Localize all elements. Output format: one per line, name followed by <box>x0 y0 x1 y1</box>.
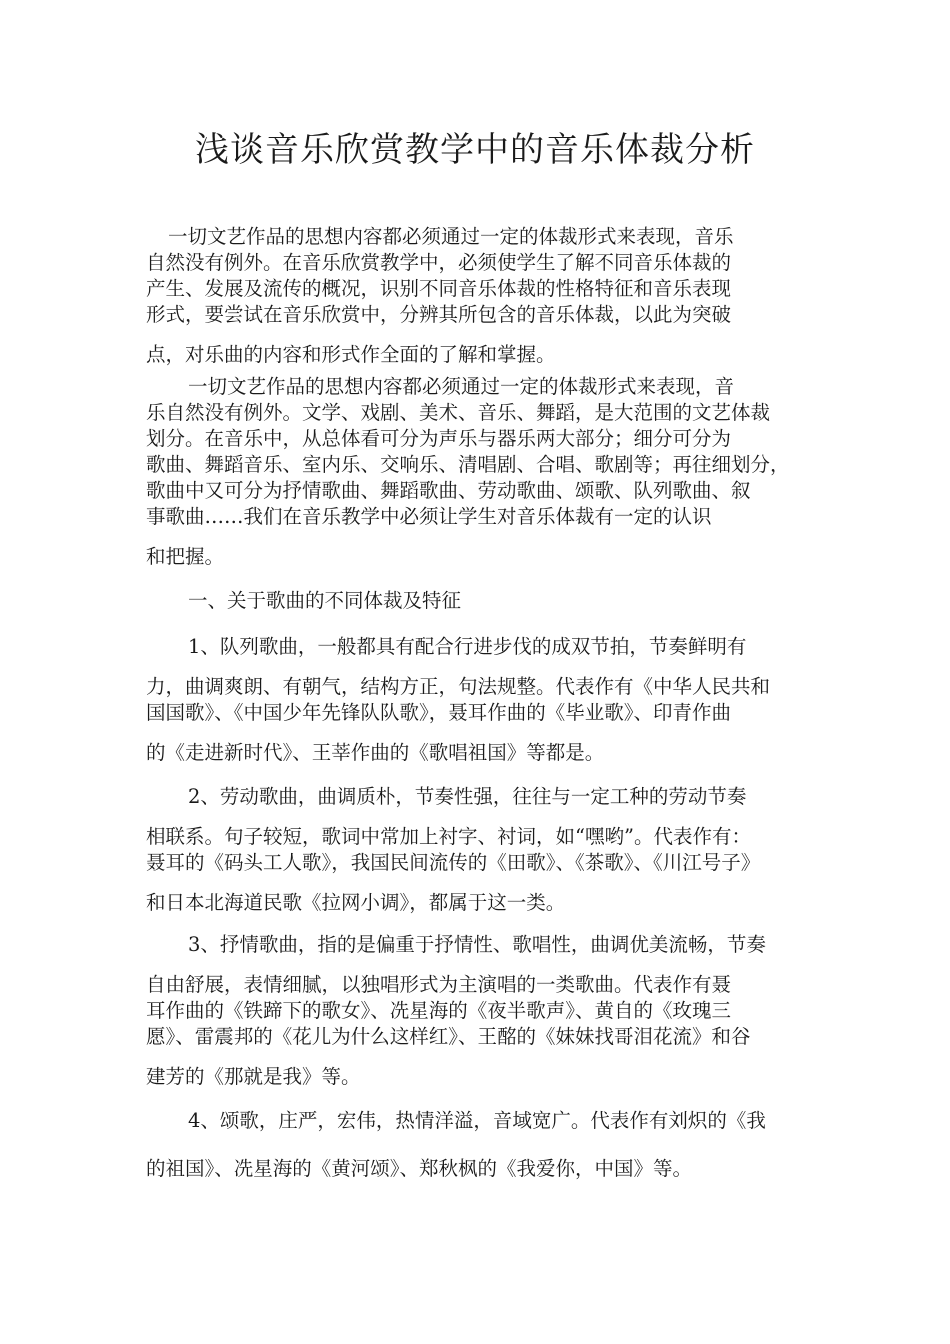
paragraph-line: 建芳的《那就是我》等。 <box>146 1065 361 1088</box>
paragraph-line: 自然没有例外。在音乐欣赏教学中，必须使学生了解不同音乐体裁的 <box>146 251 732 274</box>
paragraph-line: 1、队列歌曲，一般都具有配合行进步伐的成双节拍，节奏鲜明有 <box>188 635 747 658</box>
paragraph-line: 国国歌》、《中国少年先锋队队歌》，聂耳作曲的《毕业歌》、印青作曲 <box>146 701 732 724</box>
paragraph-item-3 <box>146 932 811 1090</box>
paragraph-line: 事歌曲……我们在音乐教学中必须让学生对音乐体裁有一定的认识 <box>146 505 712 528</box>
paragraph-line: 歌曲中又可分为抒情歌曲、舞蹈歌曲、劳动歌曲、颂歌、队列歌曲、叙 <box>146 479 751 502</box>
paragraph-line: 4、颂歌，庄严，宏伟，热情洋溢，音域宽广。代表作有刘炽的《我 <box>188 1109 766 1132</box>
paragraph-line: 乐自然没有例外。文学、戏剧、美术、音乐、舞蹈，是大范围的文艺体裁 <box>146 401 771 424</box>
paragraph-line: 3、抒情歌曲，指的是偏重于抒情性、歌唱性，曲调优美流畅，节奏 <box>188 933 766 956</box>
paragraph-line: 点，对乐曲的内容和形式作全面的了解和掌握。 <box>146 343 556 366</box>
section-heading <box>146 588 811 614</box>
paragraph-line: 形式，要尝试在音乐欣赏中，分辨其所包含的音乐体裁，以此为突破 <box>146 303 732 326</box>
document-title: 浅谈音乐欣赏教学中的音乐体裁分析 <box>195 130 755 170</box>
paragraph-line: 聂耳的《码头工人歌》，我国民间流传的《田歌》、《茶歌》、《川江号子》 <box>146 851 761 874</box>
paragraph-line: 一切文艺作品的思想内容都必须通过一定的体裁形式来表现，音乐 <box>168 225 734 248</box>
paragraph-item-2 <box>146 784 811 916</box>
paragraph-line: 相联系。句子较短，歌词中常加上衬字、衬词，如“嘿哟”。代表作有： <box>146 825 751 848</box>
paragraph-line: 的祖国》、冼星海的《黄河颂》、郑秋枫的《我爱你，中国》等。 <box>146 1157 693 1180</box>
paragraph-line: 自由舒展，表情细腻，以独唱形式为主演唱的一类歌曲。代表作有聂 <box>146 973 732 996</box>
paragraph-line: 划分。在音乐中，从总体看可分为声乐与器乐两大部分；细分可分为 <box>146 427 732 450</box>
paragraph-intro-2 <box>146 374 811 570</box>
paragraph-intro-1 <box>146 224 811 368</box>
paragraph-item-4 <box>146 1108 811 1182</box>
paragraph-item-1 <box>146 634 811 766</box>
paragraph-line: 歌曲、舞蹈音乐、室内乐、交响乐、清唱剧、合唱、歌剧等；再往细划分， <box>146 453 790 476</box>
paragraph-line: 一切文艺作品的思想内容都必须通过一定的体裁形式来表现，音 <box>188 375 735 398</box>
paragraph-line: 力，曲调爽朗、有朝气，结构方正，句法规整。代表作有《中华人民共和 <box>146 675 771 698</box>
paragraph-line: 和把握。 <box>146 545 225 568</box>
paragraph-line: 耳作曲的《铁蹄下的歌女》、冼星海的《夜半歌声》、黄自的《玫瑰三 <box>146 999 732 1022</box>
paragraph-line: 和日本北海道民歌《拉网小调》，都属于这一类。 <box>146 891 566 914</box>
section-heading-text: 一、关于歌曲的不同体裁及特征 <box>188 589 462 612</box>
paragraph-line: 的《走进新时代》、王莘作曲的《歌唱祖国》等都是。 <box>146 741 605 764</box>
paragraph-line: 产生、发展及流传的概况，识别不同音乐体裁的性格特征和音乐表现 <box>146 277 732 300</box>
paragraph-line: 愿》、雷震邦的《花儿为什么这样红》、王酩的《妹妹找哥泪花流》和谷 <box>146 1025 751 1048</box>
paragraph-line: 2、劳动歌曲，曲调质朴，节奏性强，往往与一定工种的劳动节奏 <box>188 785 747 808</box>
